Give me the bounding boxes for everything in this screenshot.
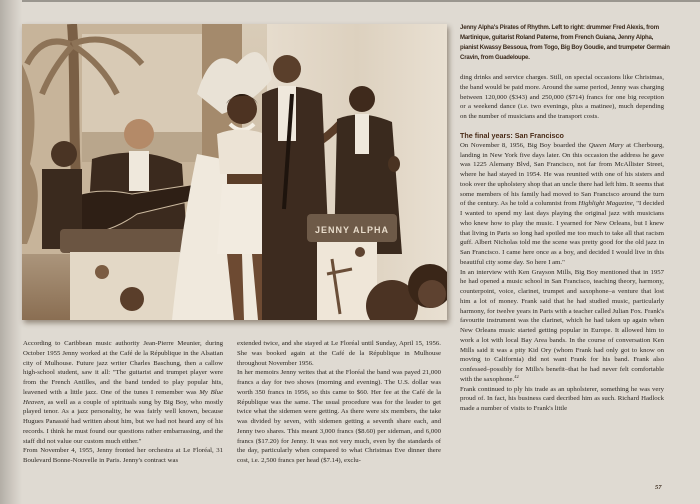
maracas — [388, 156, 400, 172]
paragraph-text: at Cherbourg, landing in New York five days later. On this occasion the address he gave was 1225 Alemany Blvd, San Francisco, not far from McAllister Street, where he had stayed in 1954. He was reunited with one of his sisters and took over the upholstery shop that an uncle there had left him. It seems that some members of his family had moved to San Francisco around the turn of the century. As he told a columnist from — [460, 141, 664, 208]
trumpeter-head — [349, 86, 375, 112]
paragraph: In her memoirs Jenny writes that at the Floréal the band was payed 21,000 francs a day for two shows (morning and evening). The U.S. dollar was worth 350 francs in 1956, so this came to $60. Her fee at the Café de la République was the same. The usual procedure was for the leader to get twice what the sidemen were getting. As there were six members, the take was divided by seven, with sidemen getting a seventh share each, and Jenny two shares. This meant 3,000 francs ($8.60) per sideman, and 6,000 francs ($17.20) for Jenny. It was not very much, even by the standards of the day, particularly when compared to what Christmas Eve dinner there cost, i.e. 2,500 francs per head ($7.14), exclu- — [237, 369, 441, 464]
paragraph — [460, 268, 664, 385]
ship-name: Queen Mary — [588, 141, 624, 149]
paragraph: From November 4, 1955, Jenny fronted her orchestra at Le Floréal, 31 Boulevard Bonne-Nouvelle in Paris. Jenny's contract was — [23, 447, 223, 464]
page-top-edge — [0, 0, 700, 2]
podium-front — [70, 252, 180, 320]
drum-sign-text: JENNY ALPHA — [314, 225, 390, 235]
magazine-name: Highlight Magazine — [578, 200, 633, 208]
paragraph: ding drinks and service charges. Still, on special occasions like Christmas, the band would be paid more. Around the same period, Jenny was charging between 120,000 ($343) and 250,000 ($714) francs for one big reception or a weekend dance (i.e. two evenings, plus a matinee), much depending on the number of musicians and the transport costs. — [460, 74, 664, 120]
text-column-2 — [237, 339, 441, 466]
trumpeter-shirt — [355, 114, 369, 154]
clarinetist-head — [273, 55, 301, 83]
podium-portrait — [120, 287, 144, 311]
spine-shadow — [0, 0, 22, 504]
guitarist-shirt — [129, 151, 149, 191]
section-heading: The final years: San Francisco — [460, 130, 564, 140]
photo-illustration — [22, 24, 447, 320]
paragraph: extended twice, and she stayed at Le Floréal until Sunday, April 15, 1956. She was booked again at the Café de la République in Mulhouse throughout November 1956. — [237, 340, 441, 367]
paragraph-text: According to Caribbean music authority Jean-Pierre Meunier, during October 1955 Jenny worked at the Café de la République in the Alsatian city of Mulhouse. Future jazz writer Charles Baschung, then a callow high-school student, saw it all: "The guitarist and trumpet player were from the French Antilles, and the band tended to play popular hits, leavened with a little jazz. One of the tunes I remember was — [23, 340, 223, 396]
photo-caption: Jenny Alpha's Pirates of Rhythm. Left to right: drummer Fred Alexis, from Martinique, guitarist Roland Paterne, from French Guiana, Jenny Alpha, pianist Kwassy Bessoua, from Togo, Big Boy Goudie, and trumpeter Germain Cravin, from Guadeloupe. — [460, 24, 670, 61]
footnote-marker[interactable]: 42 — [514, 373, 519, 379]
singer-head — [227, 94, 257, 124]
paragraph-text: On November 8, 1956, Big Boy boarded the — [460, 141, 589, 149]
paragraph — [460, 141, 664, 268]
text-column-1 — [23, 339, 223, 466]
song-title: My Blue Heaven — [23, 388, 223, 406]
sign-emblem — [355, 247, 365, 257]
podium-emblem — [95, 265, 109, 279]
paragraph — [23, 339, 223, 446]
paragraph-text: , "I decided I wanted to spend my last days playing the original jazz with musicians who knew how to play the music. I yearned for New Orleans, but I knew that living in Paris so long had spoiled me too much to take all that racism guff. Albert Nicholas told me the scene was pretty good for the old jazz in San Francisco. I came here once as a boy, and decided I would live in this beautiful city some day. So here I am." — [460, 200, 664, 266]
paragraph: Frank continued to ply his trade as an upholsterer, something he was very proud of. In fact, his business card decribed him as such. Richard Hadlock made a number of visits to Frank's little — [460, 385, 664, 412]
audience-face — [418, 280, 446, 308]
page-number: 57 — [655, 484, 662, 491]
guitarist-head — [124, 119, 154, 149]
text-column-3 — [460, 73, 664, 414]
paragraph-text: In an interview with Ken Grayson Mills, Big Boy mentioned that in 1957 he had opened a music school in San Francisco, teaching theory, harmony, counterpoint, voice, clarinet, trumpet and saxophone–a venture that lost him a lot of money. Frank said that he had studied music, particularly harmony, for twelve years in Paris with a teacher called Julian Fox. Frank's favourite instrument was the clarinet, which he had taken up again when New Orleans music started getting popular in Europe. It allowed him to work a lot with local Bay Area bands. In the course of conversation Ken Mills said it was a pity Kid Ory (whom Frank had only got to know on moving to California) did not want Frank for his band. Frank also confessed–possibly for Mills's benefit–that he had never felt comfortable with the saxophone. — [460, 268, 664, 383]
drummer-head — [51, 141, 77, 167]
paragraph-text: , as well as a couple of spirituals sung by Big Boy, who mostly played tenor. As a jazz personality, he was fairly well known, because Hugues Panassié had written about him, but we had not heard any of his records. I think he must found our questions rather embarrassing, and the staff did not value our custom much either." — [23, 398, 223, 445]
band-photograph — [22, 24, 447, 320]
